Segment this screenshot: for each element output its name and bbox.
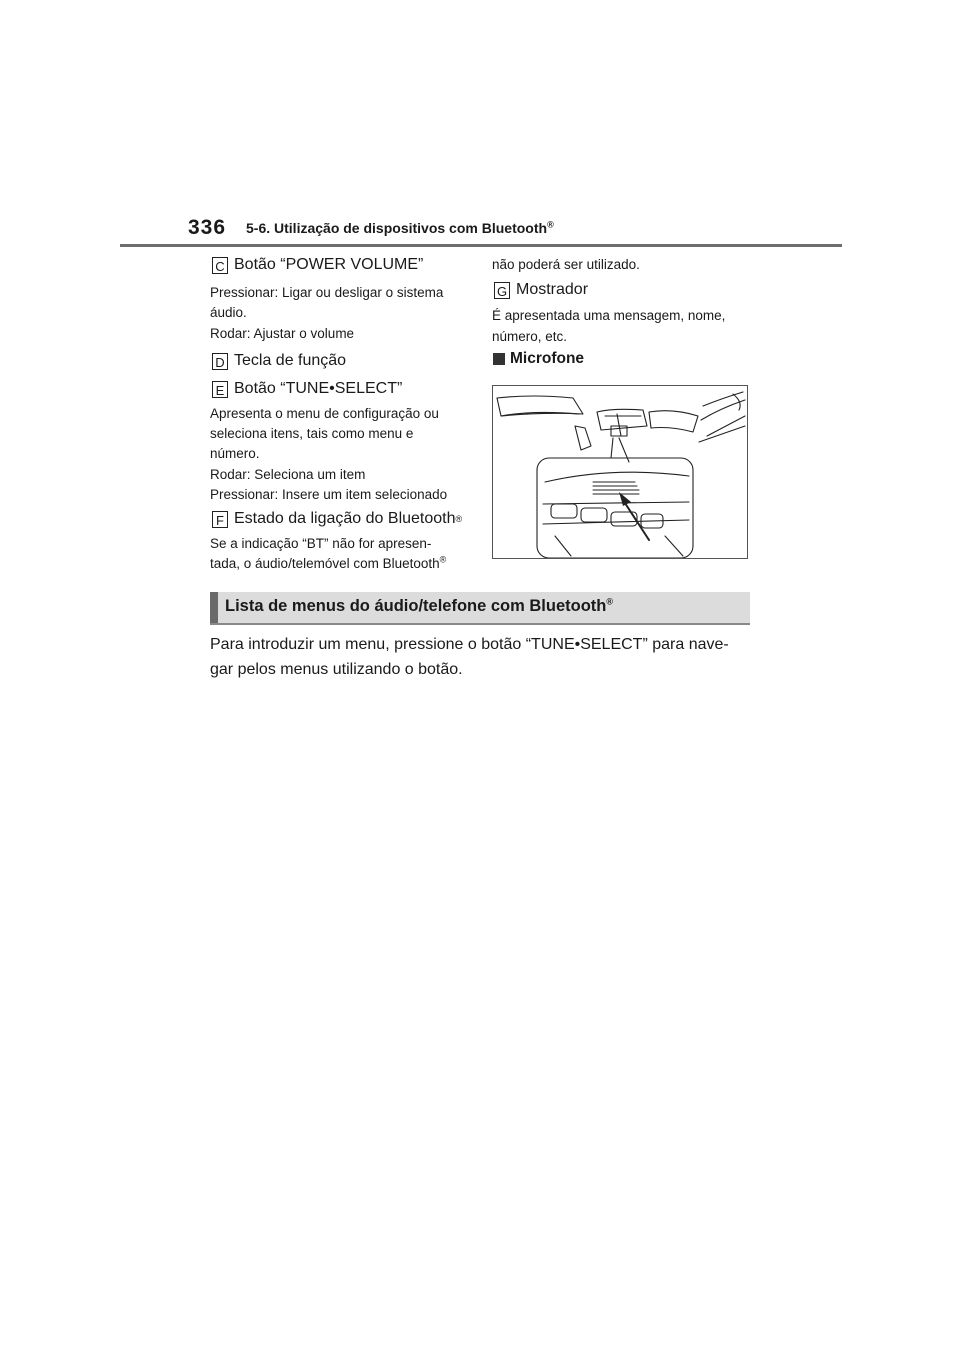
menu-intro-text xyxy=(210,632,755,682)
car-ceiling-drawing xyxy=(493,386,747,558)
item-e-line-4: Rodar: Seleciona um item xyxy=(210,467,366,482)
item-c-badge: C xyxy=(212,257,228,274)
item-f-line-2: tada, o áudio/telemóvel com Bluetooth® xyxy=(210,554,447,571)
item-g-line-1: É apresentada uma mensagem, nome, xyxy=(492,308,726,323)
item-f-line-1: Se a indicação “BT” não for apresen- xyxy=(210,536,432,551)
item-c-line-1: Pressionar: Ligar ou desligar o sistema xyxy=(210,285,444,300)
item-e-line-1: Apresenta o menu de configuração ou xyxy=(210,406,439,421)
item-d-heading xyxy=(212,352,346,370)
banner-accent-bar xyxy=(210,592,218,624)
item-e-heading xyxy=(212,380,402,398)
item-d-badge: D xyxy=(212,353,228,370)
item-e-title: Botão “TUNE•SELECT” xyxy=(234,380,403,397)
item-c-title: Botão “POWER VOLUME” xyxy=(234,256,424,273)
item-e-line-3: número. xyxy=(210,446,260,461)
item-f-title: Estado da ligação do Bluetooth xyxy=(234,510,456,527)
banner-rule xyxy=(210,623,750,625)
item-g-line-2: número, etc. xyxy=(492,329,568,344)
header-rule xyxy=(120,244,842,247)
menu-list-banner xyxy=(210,592,750,624)
microphone-heading: Microfone xyxy=(493,350,584,368)
item-f-badge: F xyxy=(212,511,228,528)
item-f-continuation: não poderá ser utilizado. xyxy=(492,257,640,272)
item-c-line-2: áudio. xyxy=(210,305,247,320)
item-g-heading xyxy=(494,281,588,299)
section-title: 5-6. Utilização de dispositivos com Bluetooth® xyxy=(246,219,554,236)
item-c-heading xyxy=(212,256,423,274)
menu-intro-line-1: Para introduzir um menu, pressione o botão “TUNE•SELECT” para nave- xyxy=(210,636,729,653)
item-e-line-2: seleciona itens, tais como menu e xyxy=(210,426,414,441)
item-g-badge: G xyxy=(494,282,510,299)
item-c-line-3: Rodar: Ajustar o volume xyxy=(210,326,355,341)
item-f-heading: F Estado da ligação do Bluetooth ® xyxy=(212,510,462,528)
menu-list-title: Lista de menus do áudio/telefone com Bluetooth® xyxy=(225,596,614,615)
page-number: 336 xyxy=(188,216,227,239)
item-e-badge: E xyxy=(212,381,228,398)
item-e-line-5: Pressionar: Insere um item selecionado xyxy=(210,487,448,502)
square-bullet-icon xyxy=(493,353,505,365)
menu-intro-line-2: gar pelos menus utilizando o botão. xyxy=(210,661,463,678)
microphone-illustration xyxy=(492,385,748,559)
item-g-title: Mostrador xyxy=(516,281,589,298)
item-d-title: Tecla de função xyxy=(234,352,347,369)
